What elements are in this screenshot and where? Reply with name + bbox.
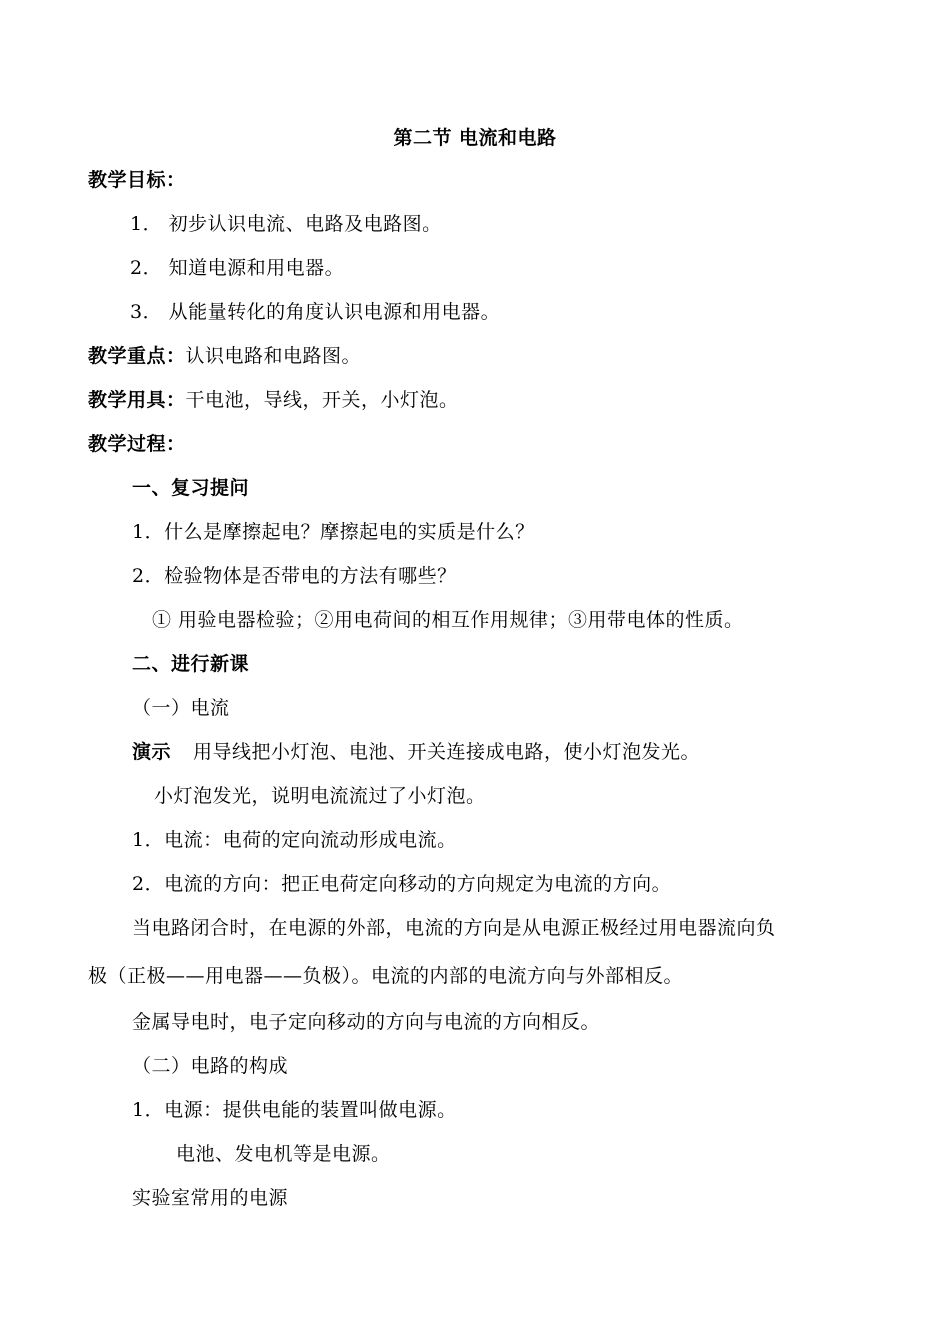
lab-power-source: 实验室常用的电源 <box>132 1187 289 1209</box>
review-answer: ① 用验电器检验；②用电荷间的相互作用规律；③用带电体的性质。 <box>152 609 744 631</box>
objectives-label: 教学目标： <box>88 169 186 191</box>
key-point-text: 认识电路和电路图。 <box>185 345 362 367</box>
current-direction: 2．电流的方向：把正电荷定向移动的方向规定为电流的方向。 <box>132 873 672 895</box>
section-current-heading: （一）电流 <box>132 697 230 719</box>
demo-result: 小灯泡发光，说明电流流过了小灯泡。 <box>154 785 486 807</box>
demo-text: 用导线把小灯泡、电池、开关连接成电路，使小灯泡发光。 <box>193 741 701 763</box>
demo-label: 演示 <box>132 741 172 763</box>
new-lesson-heading: 二、进行新课 <box>132 653 250 675</box>
power-source-examples: 电池、发电机等是电源。 <box>176 1143 391 1165</box>
review-question-2: 2．检验物体是否带电的方法有哪些？ <box>132 565 457 587</box>
key-point-line <box>88 344 361 368</box>
objective-item-3: 3． 从能量转化的角度认识电源和用电器。 <box>130 301 501 323</box>
current-definition: 1．电流：电荷的定向流动形成电流。 <box>132 829 457 851</box>
key-point-label: 教学重点： <box>88 345 186 367</box>
objective-item-2: 2． 知道电源和用电器。 <box>130 257 345 279</box>
page-title: 第二节 电流和电路 <box>393 127 557 149</box>
paragraph-1-line-2: 极（正极——用电器——负极）。电流的内部的电流方向与外部相反。 <box>88 965 684 987</box>
power-source-definition: 1．电源：提供电能的装置叫做电源。 <box>132 1099 457 1121</box>
review-question-1: 1．什么是摩擦起电？摩擦起电的实质是什么？ <box>132 521 535 543</box>
tools-text: 干电池，导线，开关，小灯泡。 <box>185 389 459 411</box>
demo-line <box>132 740 700 764</box>
objective-item-1: 1． 初步认识电流、电路及电路图。 <box>130 213 442 235</box>
paragraph-1-line-1: 当电路闭合时，在电源的外部，电流的方向是从电源正极经过用电器流向负 <box>132 917 776 939</box>
process-label: 教学过程： <box>88 433 186 455</box>
review-heading: 一、复习提问 <box>132 477 250 499</box>
section-circuit-heading: （二）电路的构成 <box>132 1055 289 1077</box>
tools-line <box>88 388 459 412</box>
paragraph-2: 金属导电时，电子定向移动的方向与电流的方向相反。 <box>132 1011 601 1033</box>
tools-label: 教学用具： <box>88 389 186 411</box>
